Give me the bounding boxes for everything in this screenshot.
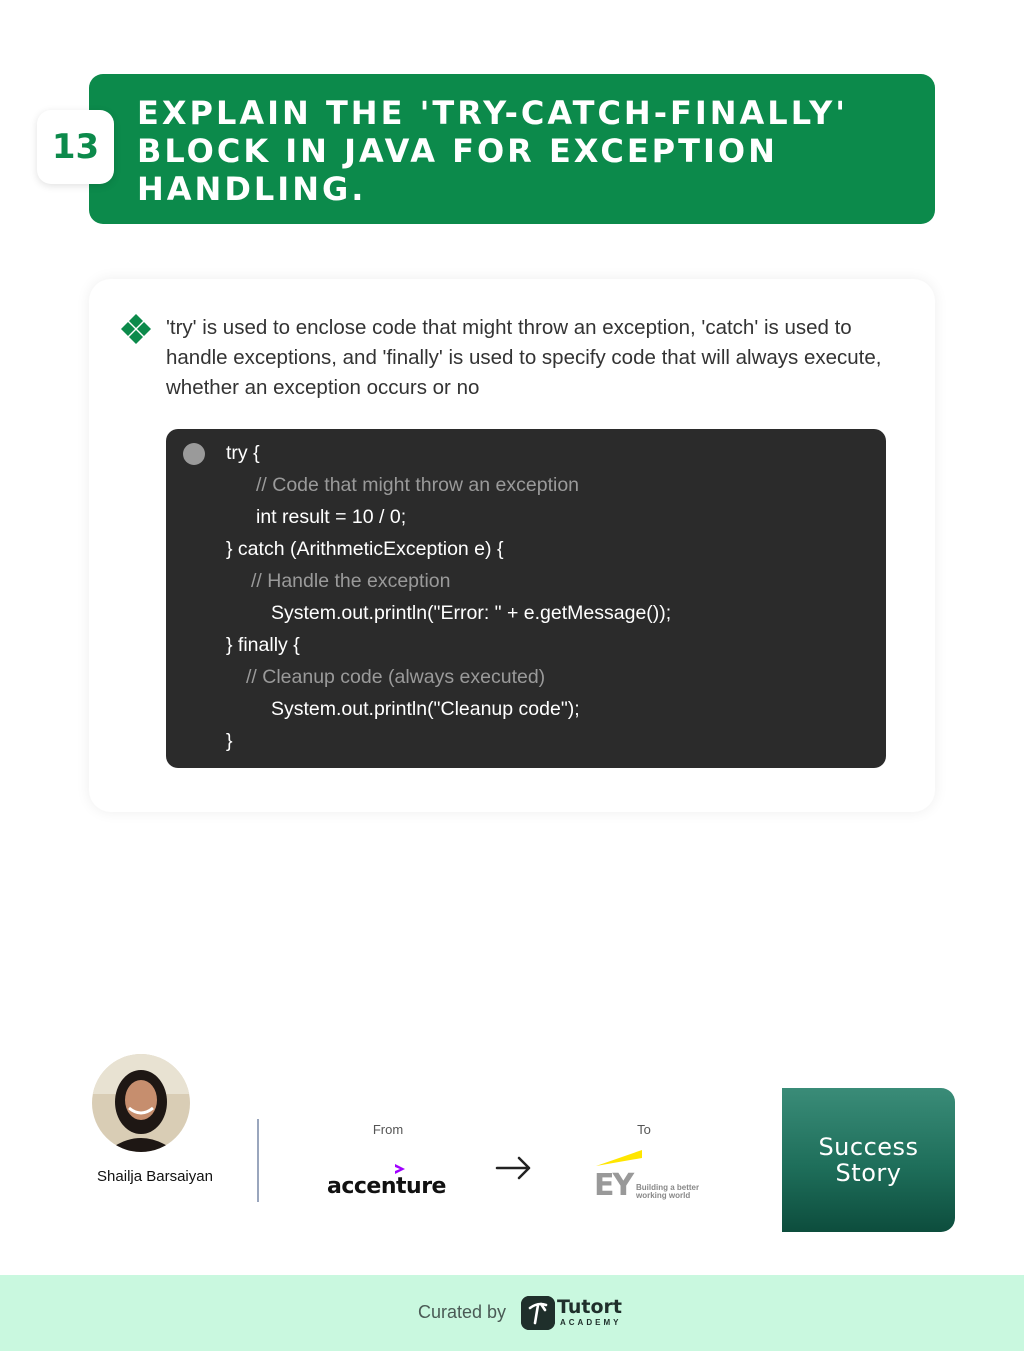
question-title: EXPLAIN THE 'TRY-CATCH-FINALLY' BLOCK IN JAVA FOR EXCEPTION HANDLING.	[137, 94, 849, 208]
question-header	[89, 74, 935, 224]
code-line: // Code that might throw an exception	[256, 474, 580, 496]
ey-tagline: Building a better working world	[636, 1183, 700, 1200]
success-story-label: Success Story	[818, 1133, 919, 1187]
ey-logo	[594, 1150, 704, 1204]
code-line: System.out.println("Error: " + e.getMessage());	[271, 602, 672, 624]
person-name: Shailja Barsaiyan	[97, 1168, 213, 1185]
accenture-logo	[327, 1162, 447, 1202]
ey-wordmark: EY	[594, 1168, 633, 1203]
code-line: System.out.println("Cleanup code");	[271, 698, 580, 720]
tutort-subtitle: ACADEMY	[560, 1318, 622, 1327]
ey-beam-icon	[596, 1150, 642, 1168]
diamond-bullet-icon	[120, 313, 152, 345]
arrow-right-icon	[495, 1154, 533, 1182]
code-dot-icon	[183, 443, 205, 465]
avatar	[92, 1054, 190, 1152]
tutort-wordmark: Tutort	[557, 1296, 622, 1318]
accenture-wordmark: accenture	[327, 1174, 446, 1199]
code-line: }	[226, 730, 233, 752]
tutort-logo-icon	[521, 1296, 555, 1330]
question-number-badge: 13	[37, 110, 114, 184]
code-line: // Handle the exception	[251, 570, 451, 592]
curated-by-label: Curated by	[418, 1302, 507, 1322]
code-block	[166, 429, 886, 768]
to-label: To	[637, 1122, 651, 1137]
curated-band	[0, 1275, 1024, 1351]
divider	[257, 1119, 259, 1202]
code-line: } finally {	[226, 634, 300, 656]
answer-text: 'try' is used to enclose code that might throw an exception, 'catch' is used to handle exceptions, and 'finally' is used to specify code that will always execute, whether an exception occurs or no	[166, 316, 882, 399]
code-line: try {	[226, 442, 260, 464]
success-story-badge	[782, 1088, 955, 1232]
code-line: } catch (ArithmeticException e) {	[226, 538, 504, 560]
code-line: // Cleanup code (always executed)	[246, 666, 546, 688]
from-label: From	[372, 1122, 404, 1137]
code-line: int result = 10 / 0;	[256, 506, 407, 528]
